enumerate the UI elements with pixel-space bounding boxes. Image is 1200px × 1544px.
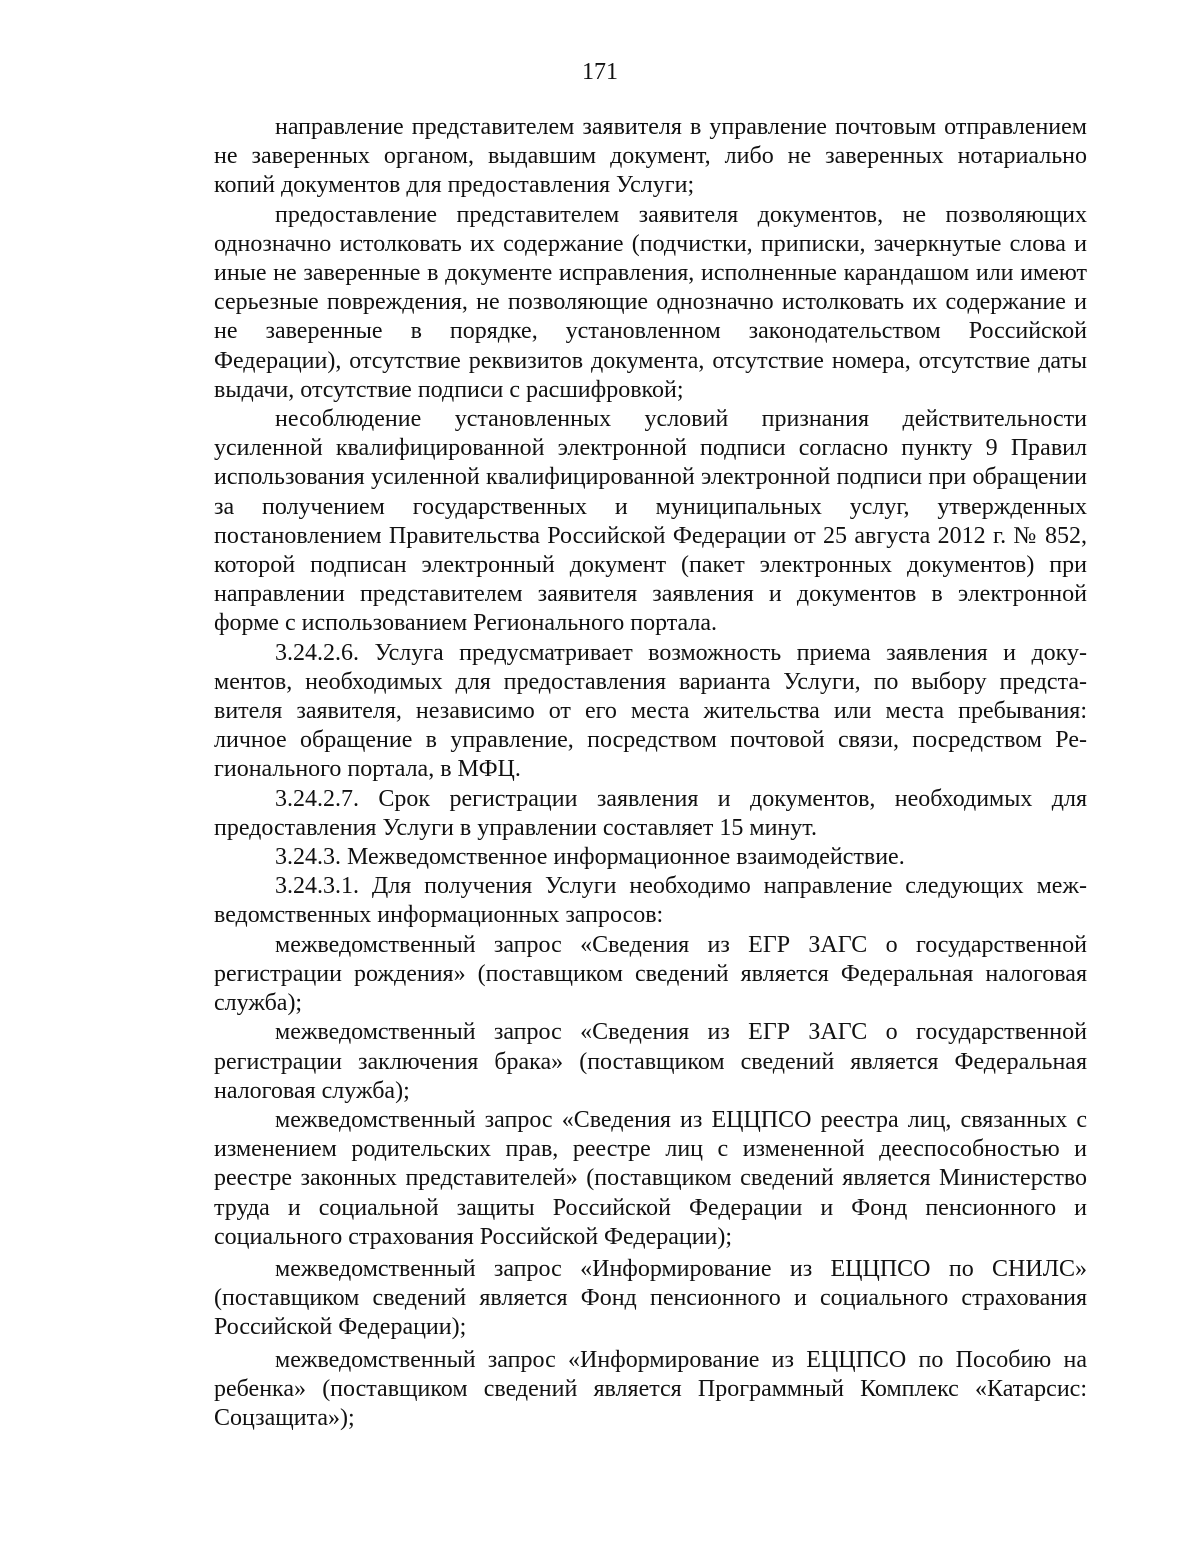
- paragraph-request-parental-rights-registry: межведомственный запрос «Сведения из ЕЦЦПСО реестра лиц, связанных с изменением родительских прав, реестре лиц с измененной дееспособностью и реестре законных представителей» (поставщиком сведений является Министерство труда и социальной защиты Российской Федерации и Фонд пенсионного и социального страхования Российской Федерации);: [214, 1106, 1087, 1250]
- paragraph-electronic-signature: несоблюдение установленных условий признания действительности усиленной квалифицированной электронной подписи согласно пункту 9 Правил использования усиленной квалифицированной электронной подписи при обращении за получением государственных и муниципальных услуг, утвержденных постановлением Правительства Российской Федерации от 25 августа 2012 г. № 852, которой подписан электронный документ (пакет электронных документов) при направлении представителем заявителя заявления и документов в электронной форме с использованием Регионального портала.: [214, 406, 1087, 637]
- paragraph-request-marriage-registration: межведомственный запрос «Сведения из ЕГР ЗАГС о государственной регистрации заключения брака» (поставщиком сведений является Федеральная налоговая служба);: [214, 1019, 1087, 1104]
- paragraph-postal-unverified-copies: направление представителем заявителя в управление почтовым отправлением не заверенных органом, выдавшим документ, либо не заверенных нотариально копий документов для предоставления Услуги;: [214, 114, 1087, 199]
- paragraph-3-24-2-7: 3.24.2.7. Срок регистрации заявления и документов, необходимых для предоставления Услуги в управлении составляет 15 минут.: [214, 785, 1087, 841]
- paragraph-request-child-allowance: межведомственный запрос «Информирование из ЕЦЦПСО по Пособию на ребенка» (поставщиком сведений является Программный Комплекс «Катарсис: Соцзащита»);: [214, 1346, 1087, 1431]
- paragraph-3-24-3: 3.24.3. Межведомственное информационное взаимодействие.: [275, 844, 905, 871]
- page-number: 171: [582, 59, 618, 85]
- paragraph-3-24-2-6: 3.24.2.6. Услуга предусматривает возможность приема заявления и документов, необходимых для предоставления варианта Услуги, по выбору представителя заявителя, независимо от его места жительства или места пребывания: личное обращение в управление, посредством почтовой связи, посредством Регионального портала, в МФЦ.: [214, 639, 1087, 783]
- paragraph-3-24-3-1: 3.24.3.1. Для получения Услуги необходимо направление следующих межведомственных информационных запросов:: [214, 873, 1087, 929]
- paragraph-request-birth-registration: межведомственный запрос «Сведения из ЕГР ЗАГС о государственной регистрации рождения» (поставщиком сведений является Федеральная налоговая служба);: [214, 931, 1087, 1017]
- paragraph-request-snils: межведомственный запрос «Информирование из ЕЦЦПСО по СНИЛС» (поставщиком сведений является Фонд пенсионного и социального страхования Российской Федерации);: [214, 1255, 1087, 1341]
- document-body: [214, 113, 1087, 1433]
- paragraph-ambiguous-documents: предоставление представителем заявителя документов, не позволяющих однозначно истолковать их содержание (подчистки, приписки, зачеркнутые слова и иные не заверенные в документе исправления, исполненные карандашом или имеют серьезные повреждения, не позволяющие однозначно истолковать их содержание и не заверенные в порядке, установленном законодательством Российской Федерации), отсутствие реквизитов документа, отсутствие номера, отсутствие даты выдачи, отсутствие подписи с расшифровкой;: [214, 201, 1087, 403]
